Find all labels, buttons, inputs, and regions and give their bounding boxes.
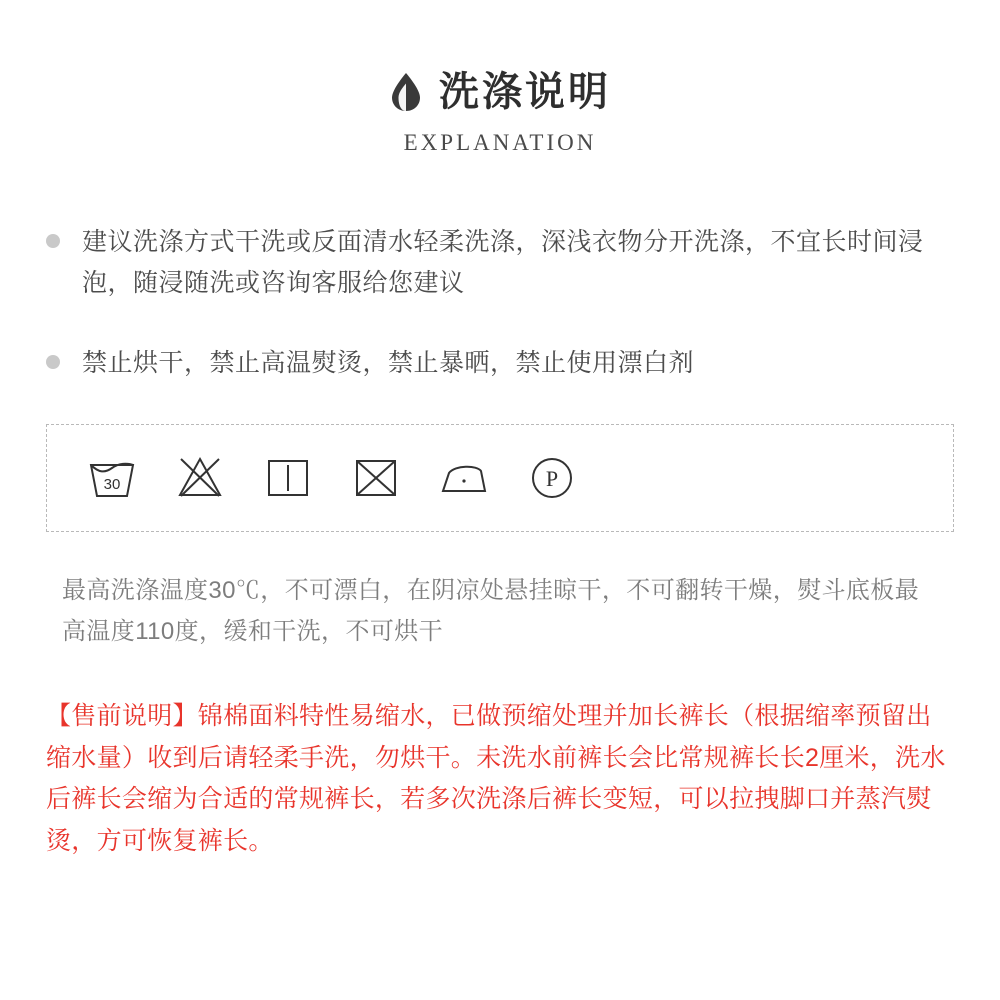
water-drop-icon xyxy=(389,72,423,112)
bullet-list xyxy=(0,222,1000,384)
bullet-text: 禁止烘干，禁止高温熨烫，禁止暴晒，禁止使用漂白剂 xyxy=(82,349,695,377)
svg-text:P: P xyxy=(545,465,559,491)
list-item xyxy=(46,343,960,384)
do-not-tumble-dry-icon xyxy=(349,451,403,505)
bullet-text: 建议洗涤方式干洗或反面清水轻柔洗涤，深浅衣物分开洗涤，不宜长时间浸泡，随浸随洗或咨询客服给您建议 xyxy=(82,228,924,297)
care-symbols-caption: 最高洗涤温度30℃，不可漂白，在阴凉处悬挂晾干，不可翻转干燥，熨斗底板最高温度110度，缓和干洗，不可烘干 xyxy=(62,576,920,645)
care-symbols-box xyxy=(46,424,954,532)
line-dry-in-shade-icon xyxy=(261,451,315,505)
do-not-bleach-icon xyxy=(173,451,227,505)
page-subtitle: EXPLANATION xyxy=(403,130,597,155)
header-title-row xyxy=(0,72,1000,112)
page-title: 洗涤说明 xyxy=(439,70,611,114)
pre-sale-notice: 【售前说明】锦棉面料特性易缩水，已做预缩处理并加长裤长（根据缩率预留出缩水量）收到后请轻柔手洗，勿烘干。未洗水前裤长会比常规裤长长2厘米，洗水后裤长会缩为合适的常规裤长，若多次洗涤后裤长变短，可以拉拽脚口并蒸汽熨烫，方可恢复裤长。 xyxy=(46,702,946,855)
bullet-dot-icon xyxy=(46,234,60,248)
svg-text:30: 30 xyxy=(103,475,121,493)
page-header xyxy=(0,0,1000,156)
dry-clean-p-icon xyxy=(525,451,579,505)
wash-30-icon xyxy=(85,451,139,505)
iron-low-temp-icon xyxy=(437,451,491,505)
bullet-dot-icon xyxy=(46,355,60,369)
list-item xyxy=(46,222,960,303)
